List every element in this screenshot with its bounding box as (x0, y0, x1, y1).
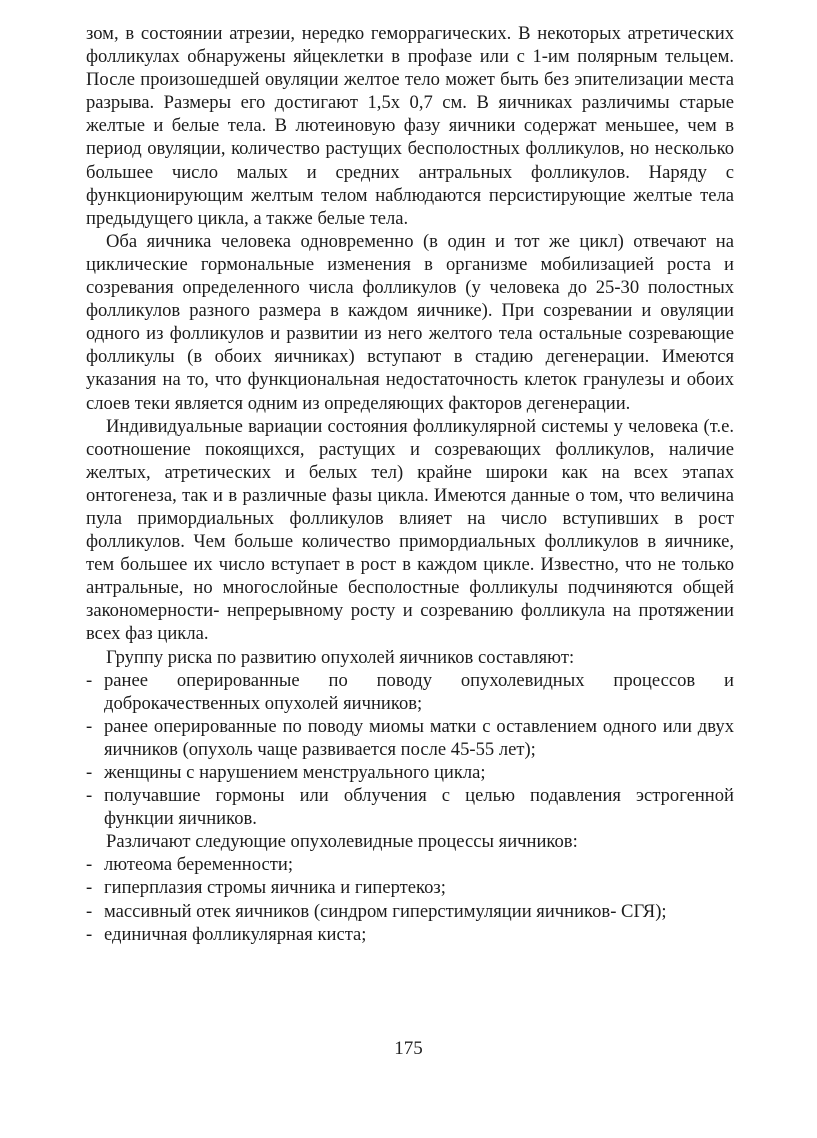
page-text (86, 22, 734, 946)
list-item (86, 715, 734, 761)
paragraph-ovaries-cycle: Оба яичника человека одновременно (в один и тот же цикл) отвечают на циклические гормональные изменения в организме мобилизацией роста и созревания определенного числа фолликулов (у человека до 25-30 полостных фолликулов разного размера в каждом яичнике). При созревании и овуляции одного из фолликулов и развитии из него желтого тела остальные созревающие фолликулы (в обоих яичниках) вступают в стадию дегенерации. Имеются указания на то, что функциональная недостаточность клеток гранулезы и обоих слоев теки является одним из определяющих факторов дегенерации. (86, 230, 734, 414)
list-item-text: лютеома беременности; (104, 854, 293, 876)
processes-intro: Различают следующие опухолевидные процессы яичников: (106, 831, 578, 853)
dash-bullet: - (86, 715, 93, 737)
risk-group-list (86, 669, 734, 831)
dash-bullet: - (86, 669, 93, 691)
list-item-text: женщины с нарушением менструального цикла; (104, 762, 486, 783)
list-item-text: ранее оперированные по поводу опухолевидных процессов и доброкачественных опухолей яичников; (104, 669, 734, 714)
dash-bullet: - (86, 900, 93, 922)
dash-bullet: - (86, 785, 93, 807)
dash-bullet: - (86, 877, 93, 899)
page-number: 175 (394, 1038, 423, 1059)
list-item (86, 784, 734, 830)
list-item-text: единичная фолликулярная киста; (104, 923, 367, 945)
list-item (86, 923, 734, 946)
paragraph-continuation: зом, в состоянии атрезии, нередко геморрагических. В некоторых атретических фолликулах обнаружены яйцеклетки в профазе или с 1-им полярным тельцем. После произошедшей овуляции желтое тело может быть без эпителизации места разрыва. Размеры его достигают 1,5х 0,7 см. В яичниках различимы старые желтые и белые тела. В лютеиновую фазу яичники содержат меньшее, чем в период овуляции, количество растущих бесполостных фолликулов, но несколько большее число малых и средних антральных фолликулов. Наряду с функционирующим желтым телом наблюдаются персистирующие желтые тела предыдущего цикла, а также белые тела. (86, 23, 734, 229)
list-item-text: получавшие гормоны или облучения с целью подавления эстрогенной функции яичников. (104, 785, 734, 830)
list-item-text: массивный отек яичников (синдром гиперстимуляции яичников- СГЯ); (104, 900, 667, 922)
list-item-text: гиперплазия стромы яичника и гипертекоз; (104, 877, 446, 899)
dash-bullet: - (86, 923, 93, 945)
list-item (86, 761, 734, 784)
list-item (86, 900, 734, 923)
risk-group-intro: Группу риска по развитию опухолей яичников составляют: (106, 646, 575, 668)
list-item-text: ранее оперированные по поводу миомы матки с оставлением одного или двух яичников (опухоль чаще развивается после 45-55 лет); (104, 715, 734, 760)
list-item (86, 876, 734, 899)
dash-bullet: - (86, 854, 93, 876)
list-item (86, 669, 734, 715)
list-item (86, 853, 734, 876)
processes-list (86, 853, 734, 945)
paragraph-individual-variations: Индивидуальные вариации состояния фолликулярной системы у человека (т.е. соотношение покоящихся, растущих и созревающих фолликулов, наличие желтых, атретических и белых тел) крайне широки как на всех этапах онтогенеза, так и в различные фазы цикла. Имеются данные о том, что величина пула примордиальных фолликулов влияет на число вступивших в рост фолликулов. Чем больше количество примордиальных фолликулов в яичнике, тем большее их число вступает в рост в каждом цикле. Известно, что не только антральные, но многослойные бесполостные фолликулы подчиняются общей закономерности- непрерывному росту и созреванию фолликула на протяжении всех фаз цикла. (86, 415, 734, 645)
dash-bullet: - (86, 762, 93, 783)
